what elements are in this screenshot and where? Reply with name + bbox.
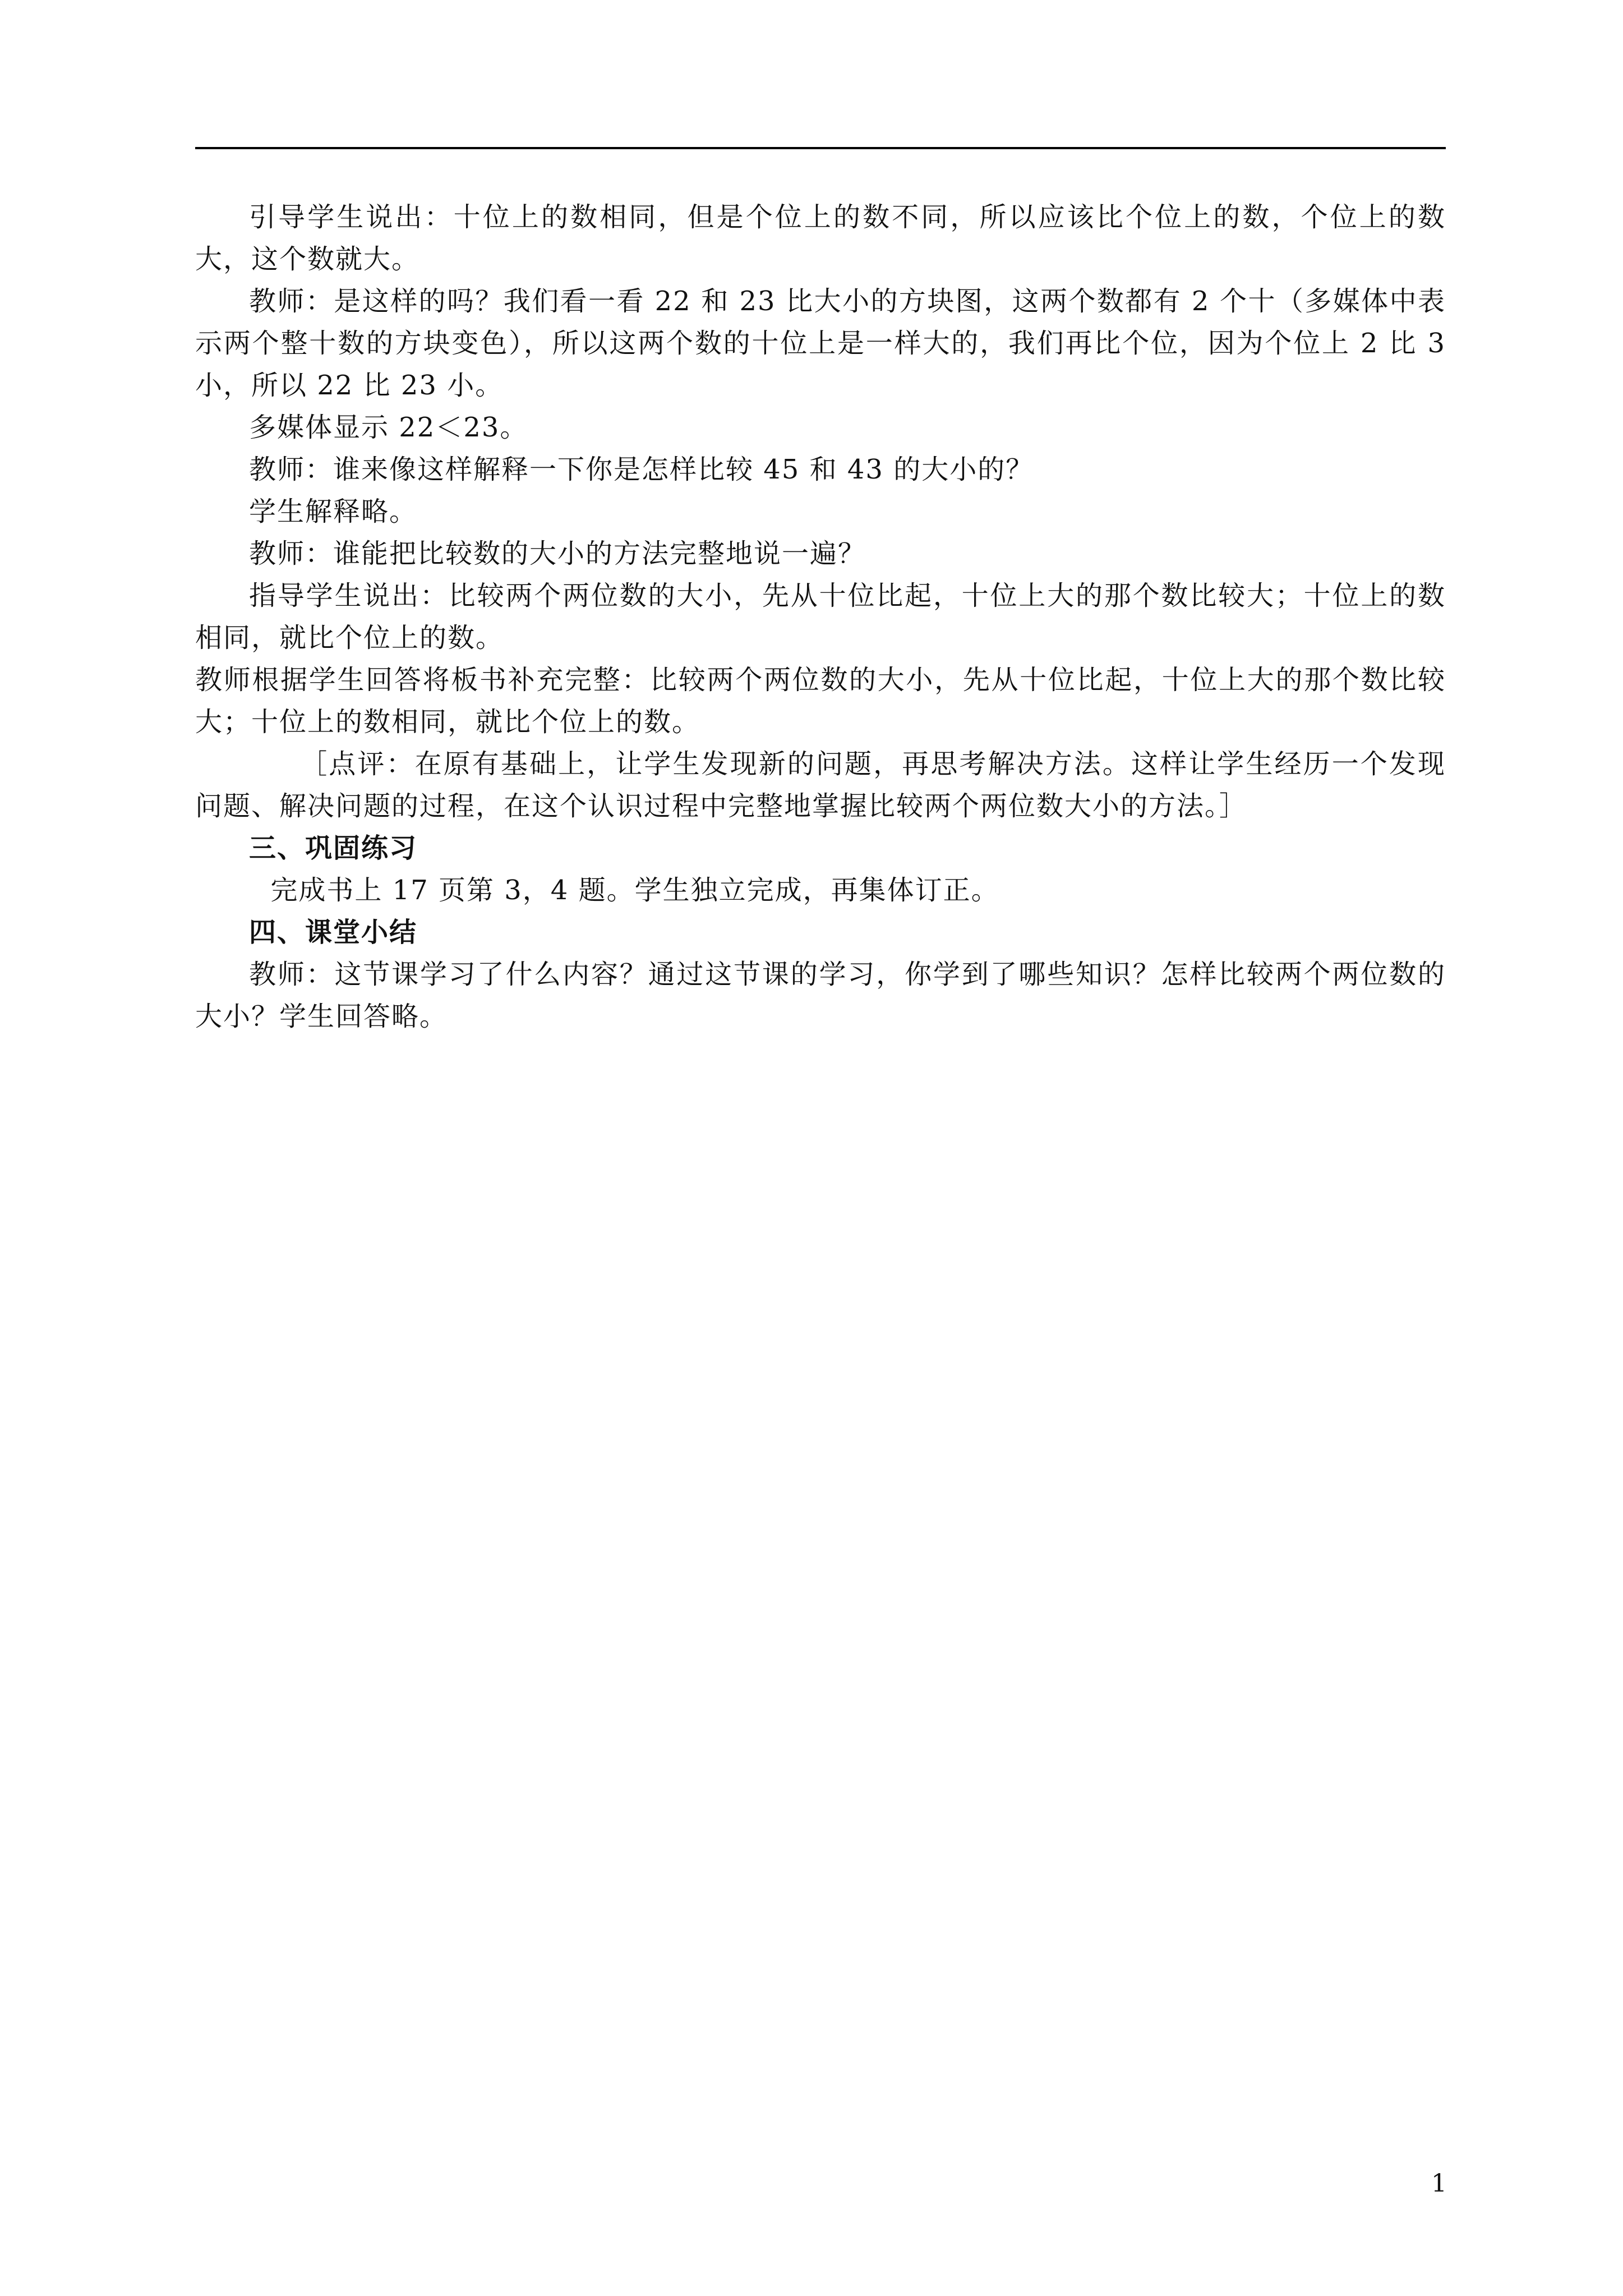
document-body <box>195 196 1446 1038</box>
paragraph-blackboard-summary: 教师根据学生回答将板书补充完整：比较两个两位数的大小，先从十位比起，十位上大的那个数比较大；十位上的数相同，就比个位上的数。 <box>195 664 1446 738</box>
paragraph-teacher-block-diagram: 教师：是这样的吗？我们看一看 22 和 23 比大小的方块图，这两个数都有 2 个十（多媒体中表示两个整十数的方块变色），所以这两个数的十位上是一样大的，我们再比个位，因为个位上 2 比 3 小，所以 22 比 23 小。 <box>195 286 1446 401</box>
paragraph-teacher-question-45-43: 教师：谁来像这样解释一下你是怎样比较 45 和 43 的大小的？ <box>249 454 1034 485</box>
paragraph-class-summary: 教师：这节课学习了什么内容？通过这节课的学习，你学到了哪些知识？怎样比较两个两位数的大小？学生回答略。 <box>195 959 1446 1032</box>
section-heading-summary: 四、课堂小结 <box>249 917 418 948</box>
paragraph-student-explanation: 学生解释略。 <box>249 496 418 527</box>
paragraph-guide-students: 引导学生说出：十位上的数相同，但是个位上的数不同，所以应该比个位上的数，个位上的数大，这个数就大。 <box>195 201 1446 275</box>
section-heading-practice: 三、巩固练习 <box>249 832 418 864</box>
paragraph-teacher-method-question: 教师：谁能把比较数的大小的方法完整地说一遍？ <box>249 538 866 569</box>
paragraph-multimedia-display: 多媒体显示 22＜23。 <box>249 412 528 443</box>
paragraph-commentary: ［点评：在原有基础上，让学生发现新的问题，再思考解决方法。这样让学生经历一个发现问题、解决问题的过程，在这个认识过程中完整地掌握比较两个两位数大小的方法。］ <box>195 748 1446 822</box>
page-number: 1 <box>1431 2169 1447 2198</box>
paragraph-method-statement: 指导学生说出：比较两个两位数的大小，先从十位比起，十位上大的那个数比较大；十位上的数相同，就比个位上的数。 <box>195 580 1446 654</box>
header-rule <box>195 147 1446 149</box>
paragraph-practice-task: 完成书上 17 页第 3，4 题。学生独立完成，再集体订正。 <box>270 875 999 906</box>
